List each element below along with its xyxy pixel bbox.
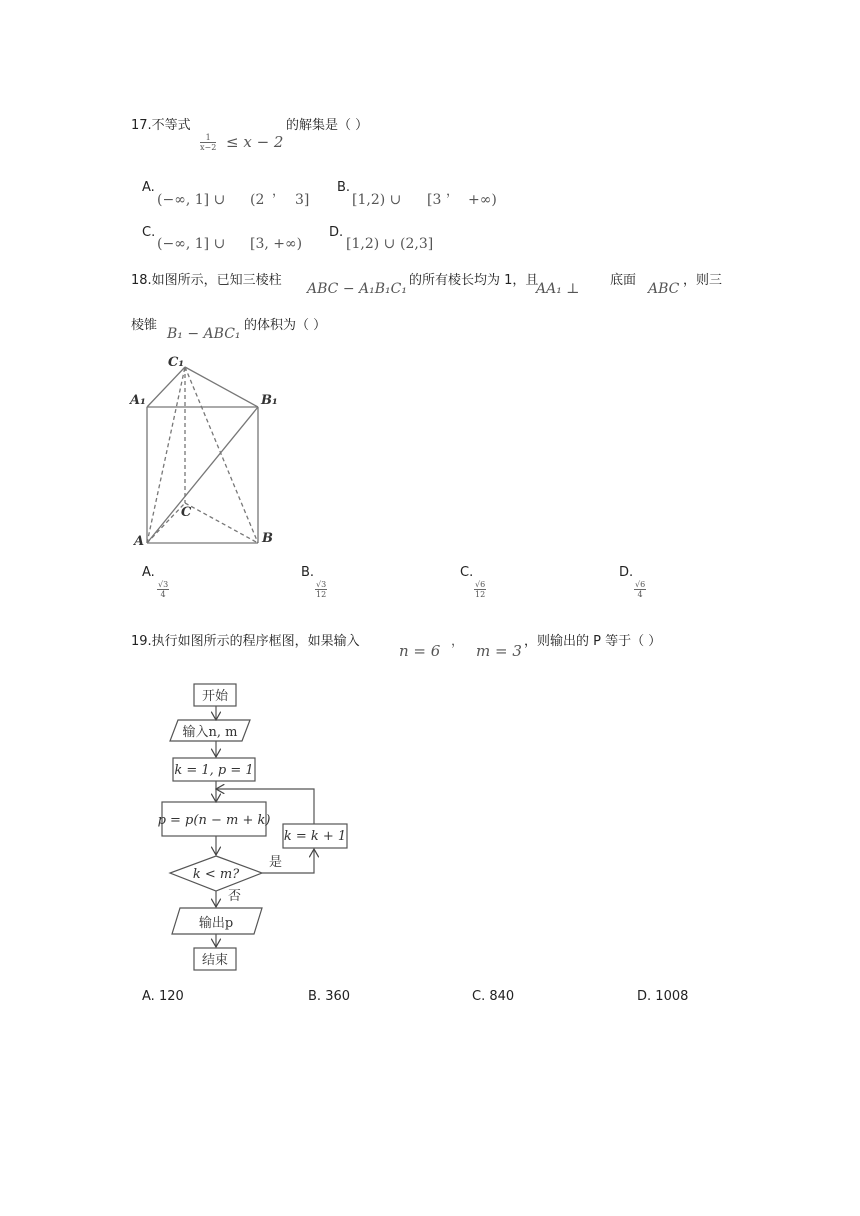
q19-option-c[interactable] (472, 989, 514, 1004)
q17-option-c-part2: [3, +∞) (250, 236, 303, 252)
q19-option-a-letter: A. (142, 989, 155, 1004)
q19-option-d-value: 1008 (655, 989, 689, 1004)
q19-option-b[interactable] (308, 989, 350, 1004)
q18-option-a-letter[interactable]: A. (142, 565, 155, 580)
q17-option-d-part1: [1,2) ∪ (346, 236, 396, 252)
q17-option-d-part2: (2,3] (400, 236, 434, 252)
q18-pyramid-formula: B₁ − ABC₁ (167, 326, 241, 342)
q18-aa1-formula: AA₁ ⊥ (536, 281, 580, 297)
flow-yes-label: 是 (269, 855, 283, 870)
q17-option-b-part3: +∞) (468, 192, 497, 208)
q17-formula-fraction: $\frac{1}{x-2}$ (200, 133, 217, 152)
label-c: C (181, 505, 192, 520)
q18-prism-formula: ABC − A₁B₁C₁ (307, 281, 407, 297)
q18-option-b-letter[interactable]: B. (301, 565, 315, 580)
q18-option-b-value: $\frac{√3}{12}$ (316, 580, 327, 599)
q19-comma: ， (451, 634, 465, 649)
q17-stem-prefix: 17.不等式 (131, 118, 191, 133)
label-a: A (134, 534, 145, 549)
flow-no-label: 否 (228, 889, 242, 904)
q17-formula-rest: ≤ x − 2 (226, 133, 284, 151)
q19-stem-suffix: ，则输出的 P 等于（ ） (524, 634, 662, 649)
flow-increment-text: k = k + 1 (283, 829, 347, 844)
q17-option-b-comma: ， (446, 184, 460, 199)
q17-option-a-comma: ， (272, 184, 286, 199)
label-b: B (262, 531, 273, 546)
q17-option-b-letter[interactable]: B. (337, 180, 351, 195)
flow-end-text: 结束 (201, 953, 229, 968)
q17-option-d-letter[interactable]: D. (329, 225, 344, 240)
q17-option-b-part1: [1,2) ∪ (352, 192, 402, 208)
q19-option-d[interactable] (637, 989, 688, 1004)
q19-option-b-value: 360 (325, 989, 351, 1004)
q17-option-b-part2: [3 (427, 192, 442, 208)
q19-option-d-letter: D. (637, 989, 652, 1004)
label-b1: B₁ (261, 393, 278, 408)
q18-line1-mid2: 底面 (610, 273, 637, 288)
q19-option-c-letter: C. (472, 989, 486, 1004)
q17-option-a-part2: (2 (250, 192, 265, 208)
q18-option-c-letter[interactable]: C. (460, 565, 474, 580)
q19-stem-prefix: 19.执行如图所示的程序框图，如果输入 (131, 634, 360, 649)
q19-option-a[interactable] (142, 989, 184, 1004)
flow-init-text: k = 1, p = 1 (174, 763, 254, 778)
flow-process-text: p = p(n − m + k) (157, 813, 271, 828)
q17-option-c-part1: (−∞, 1] ∪ (157, 236, 226, 252)
q18-abc-formula: ABC (648, 281, 680, 297)
q17-option-a-part1: (−∞, 1] ∪ (157, 192, 226, 208)
q17-stem-suffix: 的解集是（ ） (286, 118, 369, 133)
q19-option-a-value: 120 (158, 989, 184, 1004)
q18-line2-prefix: 棱锥 (131, 318, 158, 333)
q17-option-c-letter[interactable]: C. (142, 225, 156, 240)
label-c1: C₁ (168, 355, 185, 370)
q18-option-d-letter[interactable]: D. (619, 565, 634, 580)
q18-line1-mid: 的所有棱长均为 1，且 (409, 273, 539, 288)
flow-output-text: 输出p (198, 916, 234, 931)
q18-option-c-value: $\frac{√6}{12}$ (475, 580, 486, 599)
q18-option-a-value: $\frac{√3}{4}$ (158, 580, 169, 599)
flow-start-text: 开始 (201, 689, 229, 704)
flow-input-text: 输入n, m (182, 725, 238, 740)
q18-line2-suffix: 的体积为（ ） (244, 318, 327, 333)
flow-condition-text: k < m? (192, 867, 240, 882)
label-a1: A₁ (130, 393, 146, 408)
q18-line1-prefix: 18.如图所示，已知三棱柱 (131, 273, 282, 288)
q19-m-value: m = 3 (476, 642, 522, 660)
q18-option-d-value: $\frac{√6}{4}$ (635, 580, 646, 599)
q19-option-c-value: 840 (489, 989, 515, 1004)
q18-line1-end: ，则三 (683, 273, 723, 288)
q17-option-a-part3: 3] (295, 192, 310, 208)
q17-option-a-letter[interactable]: A. (142, 180, 155, 195)
q19-n-value: n = 6 (399, 642, 441, 660)
q19-option-b-letter: B. (308, 989, 322, 1004)
